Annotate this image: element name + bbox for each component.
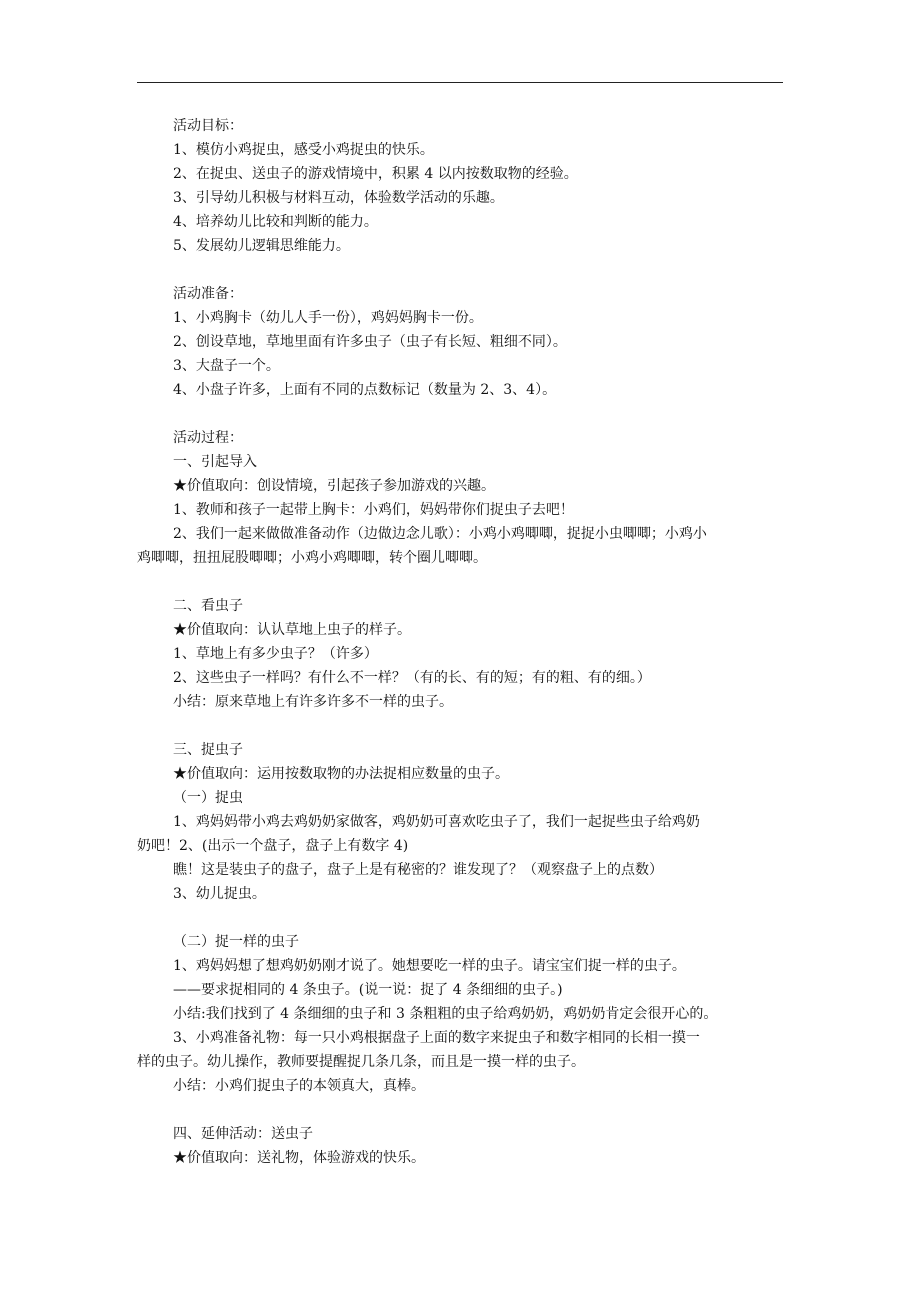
value-orientation: ★价值取向：创设情境，引起孩子参加游戏的兴趣。: [173, 478, 495, 494]
prep-item: 4、小盘子许多，上面有不同的点数标记（数量为 2、3、4）。: [173, 382, 557, 398]
prep-item: 1、小鸡胸卡（幼儿人手一份），鸡妈妈胸卡一份。: [173, 310, 483, 326]
subsection-heading: （二）捉一样的虫子: [173, 934, 299, 950]
subsection-heading: （一）捉虫: [173, 790, 243, 806]
process-step-continued: 鸡唧唧，扭扭屁股唧唧；小鸡小鸡唧唧，转个圈儿唧唧。: [137, 550, 487, 566]
summary-text: 小结：小鸡们捉虫子的本领真大，真棒。: [173, 1078, 425, 1094]
prep-item: 2、创设草地，草地里面有许多虫子（虫子有长短、粗细不同）。: [173, 334, 567, 350]
section-heading: 二、看虫子: [173, 598, 243, 614]
process-step: 2、这些虫子一样吗？有什么不一样？（有的长、有的短；有的粗、有的细。）: [173, 670, 651, 686]
document-body: [137, 114, 783, 1170]
prep-item: 3、大盘子一个。: [173, 358, 280, 374]
goals-title: 活动目标：: [173, 118, 243, 134]
process-step: 1、教师和孩子一起带上胸卡：小鸡们，妈妈带你们捉虫子去吧！: [173, 502, 574, 518]
value-orientation: ★价值取向：运用按数取物的办法捉相应数量的虫子。: [173, 766, 509, 782]
header-rule: [137, 82, 783, 83]
section-heading: 一、引起导入: [173, 454, 257, 470]
summary-text: 小结:我们找到了 4 条细细的虫子和 3 条粗粗的虫子给鸡奶奶，鸡奶奶肯定会很开心的。: [173, 1006, 718, 1022]
process-step: 瞧！这是装虫子的盘子，盘子上是有秘密的？谁发现了？（观察盘子上的点数）: [173, 862, 663, 878]
process-step: 3、幼儿捉虫。: [173, 886, 266, 902]
process-step: 3、小鸡准备礼物：每一只小鸡根据盘子上面的数字来捉虫子和数字相同的长相一摸一: [173, 1030, 700, 1046]
goal-item: 3、引导幼儿积极与材料互动，体验数学活动的乐趣。: [173, 190, 504, 206]
goal-item: 5、发展幼儿逻辑思维能力。: [173, 238, 350, 254]
goal-item: 1、模仿小鸡捉虫，感受小鸡捉虫的快乐。: [173, 142, 434, 158]
process-title: 活动过程：: [173, 430, 243, 446]
value-orientation: ★价值取向：认认草地上虫子的样子。: [173, 622, 411, 638]
process-step-continued: 样的虫子。幼儿操作，教师要提醒捉几条几条，而且是一摸一样的虫子。: [137, 1054, 585, 1070]
process-step: 1、鸡妈妈想了想鸡奶奶刚才说了。她想要吃一样的虫子。请宝宝们捉一样的虫子。: [173, 958, 686, 974]
process-step: ——要求捉相同的 4 条虫子。(说一说：捉了 4 条细细的虫子。): [173, 982, 563, 998]
section-heading: 三、捉虫子: [173, 742, 243, 758]
process-step: 2、我们一起来做做准备动作（边做边念儿歌）：小鸡小鸡唧唧，捉捉小虫唧唧；小鸡小: [173, 526, 707, 542]
process-step: 1、鸡妈妈带小鸡去鸡奶奶家做客，鸡奶奶可喜欢吃虫子了，我们一起捉些虫子给鸡奶: [173, 814, 700, 830]
prep-title: 活动准备：: [173, 286, 243, 302]
goal-item: 4、培养幼儿比较和判断的能力。: [173, 214, 378, 230]
summary-text: 小结：原来草地上有许多许多不一样的虫子。: [173, 694, 453, 710]
process-step: 1、草地上有多少虫子？（许多）: [173, 646, 378, 662]
process-step-continued: 奶吧！2、(出示一个盘子，盘子上有数字 4): [137, 838, 409, 854]
section-heading: 四、延伸活动：送虫子: [173, 1126, 313, 1142]
value-orientation: ★价值取向：送礼物，体验游戏的快乐。: [173, 1150, 425, 1166]
goal-item: 2、在捉虫、送虫子的游戏情境中，积累 4 以内按数取物的经验。: [173, 166, 578, 182]
